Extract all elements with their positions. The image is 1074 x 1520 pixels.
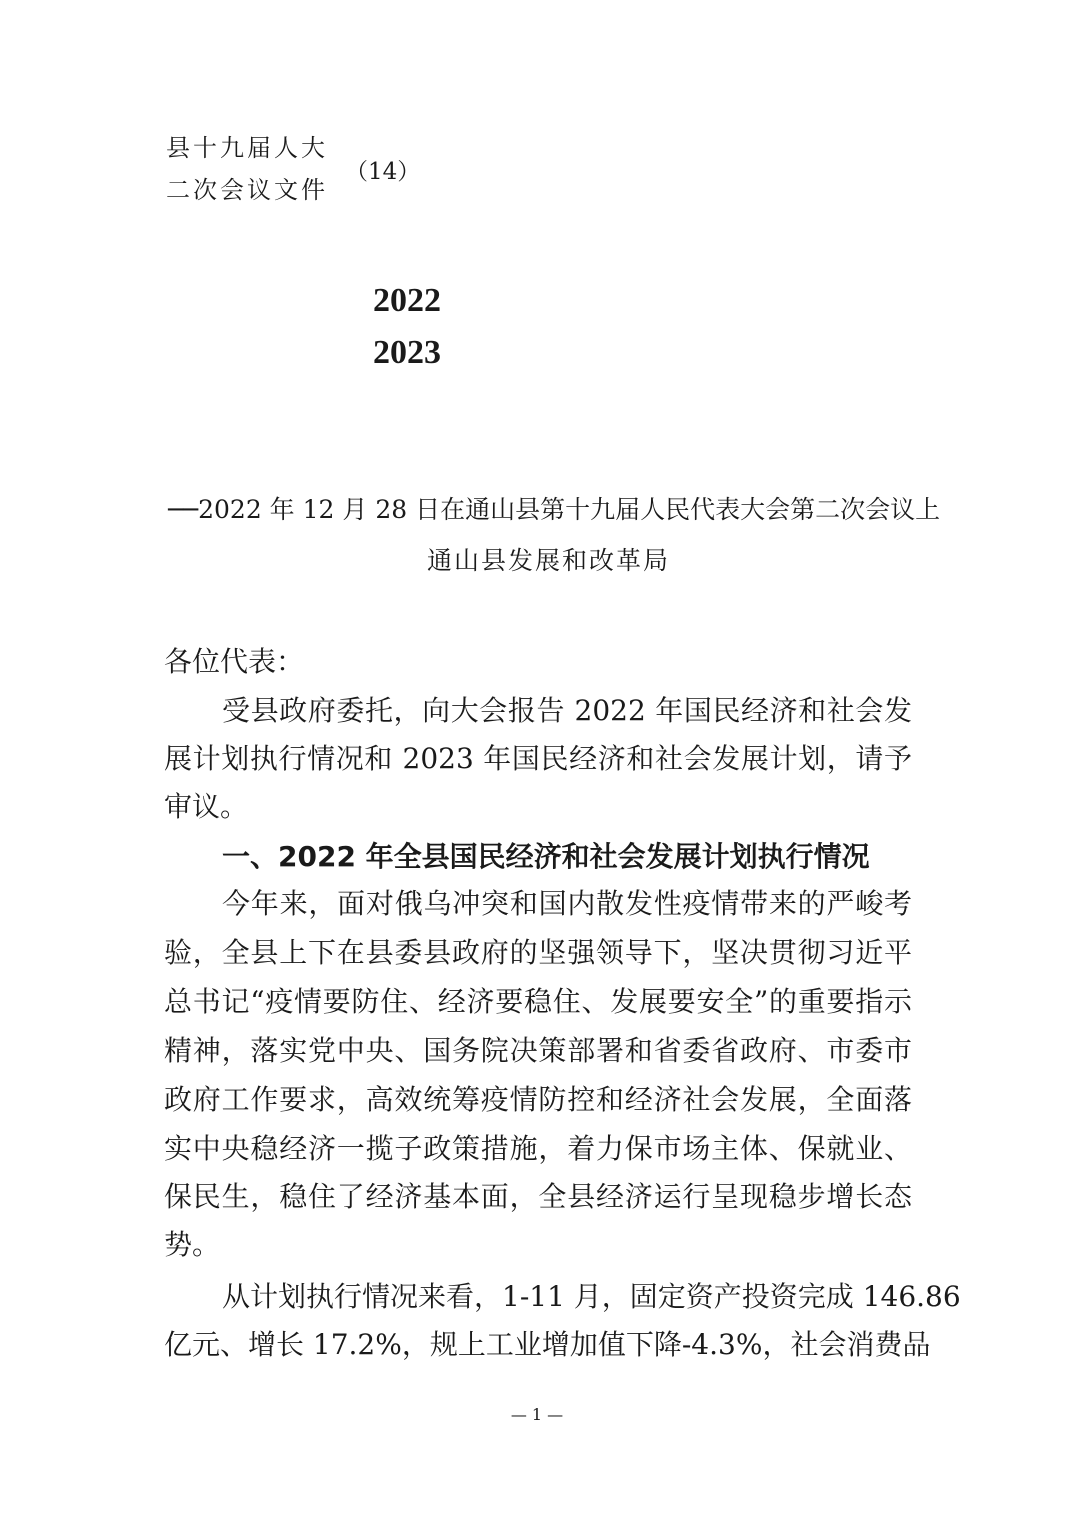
para2-line: 保民生，稳住了经济基本面，全县经济运行呈现稳步增长态 <box>164 1180 912 1213</box>
subtitle: ──2022 年 12 月 28 日在通山县第十九届人民代表大会第二次会议上 <box>168 495 941 524</box>
para2-line: 政府工作要求，高效统筹疫情防控和经济社会发展，全面落 <box>164 1083 912 1116</box>
para3-line: 从计划执行情况来看，1-11 月，固定资产投资完成 146.86 <box>222 1280 961 1313</box>
greeting: 各位代表： <box>164 645 305 678</box>
para3-line: 亿元、增长 17.2%，规上工业增加值下降-4.3%，社会消费品 <box>164 1328 931 1361</box>
doc-label-line2: 二次会议文件 <box>166 176 328 204</box>
para1-line: 审议。 <box>164 790 249 823</box>
para2-line: 实中央稳经济一揽子政策措施，着力保市场主体、保就业、 <box>164 1132 912 1165</box>
title-year-2023: 2023 <box>373 334 441 371</box>
department: 通山县发展和改革局 <box>427 546 671 575</box>
para1-line: 展计划执行情况和 2023 年国民经济和社会发展计划，请予 <box>164 742 912 775</box>
para2-line: 精神，落实党中央、国务院决策部署和省委省政府、市委市 <box>164 1034 912 1067</box>
page-number: — 1 — <box>510 1405 564 1424</box>
section-heading: 一、2022 年全县国民经济和社会发展计划执行情况 <box>222 840 870 873</box>
para1-line: 受县政府委托，向大会报告 2022 年国民经济和社会发 <box>222 694 912 727</box>
doc-number: （14） <box>345 159 421 185</box>
para2-line: 验，全县上下在县委县政府的坚强领导下，坚决贯彻习近平 <box>164 936 912 969</box>
para2-line: 势。 <box>164 1228 221 1261</box>
para2-line: 总书记“疫情要防住、经济要稳住、发展要安全”的重要指示 <box>164 985 912 1018</box>
para2-line: 今年来，面对俄乌冲突和国内散发性疫情带来的严峻考 <box>222 887 912 920</box>
title-year-2022: 2022 <box>373 282 441 319</box>
doc-label-line1: 县十九届人大 <box>166 134 328 162</box>
